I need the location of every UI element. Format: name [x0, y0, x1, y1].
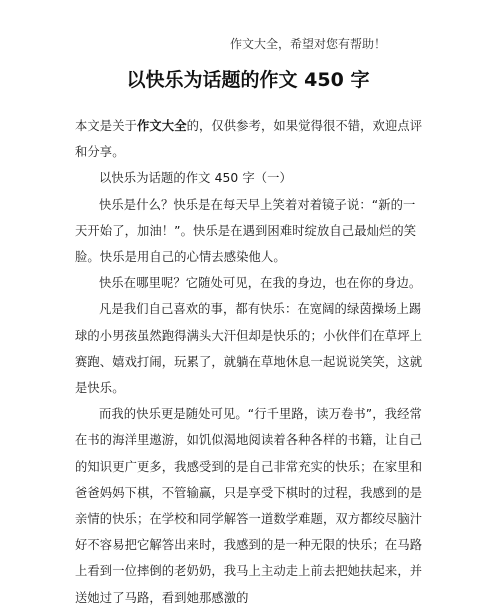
intro-suffix: 的，仅供参考，如果觉得很不错，欢迎点评和分享。 [75, 119, 423, 160]
document-body [75, 113, 425, 611]
paragraph-things-we-like: 凡是我们自己喜欢的事，都有快乐：在宽阔的绿茵操场上踢球的小男孩虽然跑得满头大汗但却是快乐的；小伙伴们在草坪上赛跑、嬉戏打闹，玩累了，就躺在草地休息一起说说笑笑，这就是快乐。 [75, 302, 423, 396]
paragraph-where-is-happiness: 快乐在哪里呢？它随处可见，在我的身边，也在你的身边。 [99, 276, 422, 291]
document-title: 以快乐为话题的作文 450 字 [126, 69, 370, 91]
intro-bold-link: 作文大全 [137, 119, 187, 133]
section-heading: 以快乐为话题的作文 450 字（一） [99, 171, 292, 186]
paragraph-my-happiness: 而我的快乐更是随处可见。“行千里路，读万卷书”，我经常在书的海洋里遨游，如饥似渴地阅读着各种各样的书籍，让自己的知识更广更多，我感受到的是自己非常充实的快乐；在家里和爸爸妈妈下棋，不管输赢，只是享受下棋时的过程，我感到的是亲情的快乐；在学校和同学解答一道数学难题，双方都绞尽脑汁好不容易把它解答出来时，我感到的是一种无限的快乐；在马路上看到一位摔倒的老奶奶，我马上主动走上前去把她扶起来，并送她过了马路，看到她那感激的 [75, 407, 423, 605]
header-note: 作文大全，希望对您有帮助！ [229, 37, 386, 51]
intro-prefix: 本文是关于 [75, 119, 137, 133]
paragraph-what-is-happiness: 快乐是什么？快乐是在每天早上笑着对着镜子说：“新的一天开始了，加油！”。快乐是在遇到困难时绽放自己最灿烂的笑脸。快乐是用自己的心情去感染他人。 [75, 197, 417, 265]
intro-paragraph [75, 113, 425, 165]
